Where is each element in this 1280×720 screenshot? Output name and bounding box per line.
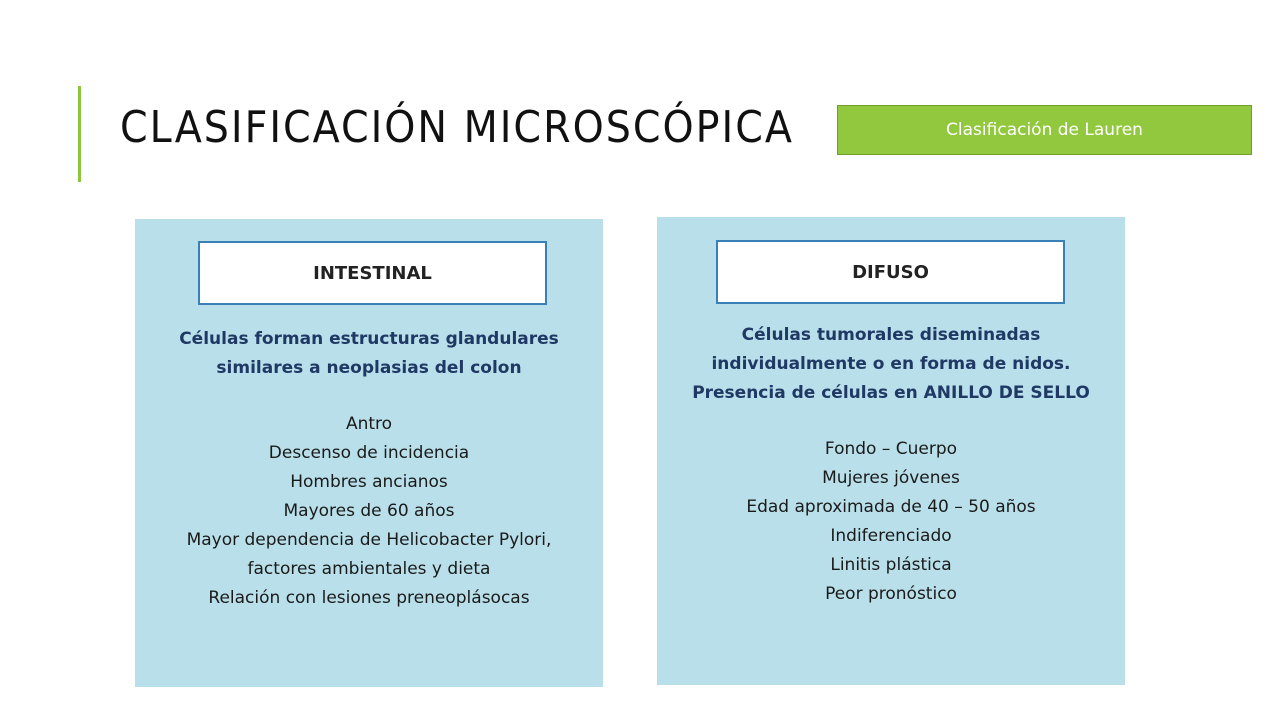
intestinal-feature: Mayores de 60 años <box>283 501 455 521</box>
difuso-description-line: individualmente o en forma de nidos. <box>711 354 1071 374</box>
difuso-description-line: Presencia de células en ANILLO DE SELLO <box>692 383 1090 403</box>
intestinal-header-label: INTESTINAL <box>313 262 432 284</box>
intestinal-feature: Antro <box>345 414 393 434</box>
difuso-header-label: DIFUSO <box>852 261 929 283</box>
intestinal-description-line: Células forman estructuras glandulares <box>179 329 559 349</box>
difuso-feature: Mujeres jóvenes <box>822 468 960 488</box>
difuso-panel <box>657 217 1125 685</box>
title-accent-bar <box>78 86 81 182</box>
intestinal-feature: factores ambientales y dieta <box>247 559 491 579</box>
intestinal-body <box>135 325 603 613</box>
lauren-classification-label: Clasificación de Lauren <box>946 120 1143 140</box>
intestinal-feature: Relación con lesiones preneoplásocas <box>208 588 530 608</box>
intestinal-feature: Hombres ancianos <box>290 472 448 492</box>
difuso-feature: Edad aproximada de 40 – 50 años <box>746 497 1036 517</box>
intestinal-description-line: similares a neoplasias del colon <box>216 358 522 378</box>
difuso-header <box>716 240 1065 304</box>
intestinal-panel <box>135 219 603 687</box>
difuso-body <box>657 321 1125 609</box>
spacer <box>657 408 1125 435</box>
difuso-feature: Fondo – Cuerpo <box>824 439 958 459</box>
slide-title: CLASIFICACIÓN MICROSCÓPICA <box>120 102 794 153</box>
intestinal-header <box>198 241 547 305</box>
intestinal-feature: Mayor dependencia de Helicobacter Pylori, <box>186 530 552 550</box>
spacer <box>135 383 603 410</box>
difuso-feature: Peor pronóstico <box>825 584 957 604</box>
lauren-classification-tag <box>837 105 1252 155</box>
intestinal-feature: Descenso de incidencia <box>268 443 470 463</box>
difuso-feature: Indiferenciado <box>830 526 952 546</box>
difuso-description-line: Células tumorales diseminadas <box>741 325 1041 345</box>
difuso-feature: Linitis plástica <box>830 555 952 575</box>
